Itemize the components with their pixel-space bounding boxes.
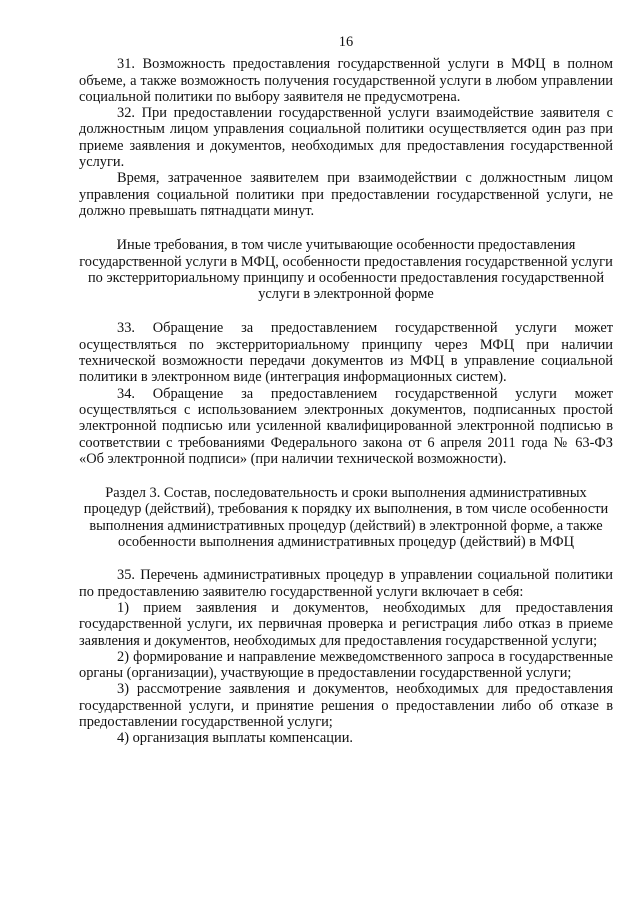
- list-item-1: 1) прием заявления и документов, необходимых для предоставления государственной услуги, их первичная проверка и регистрация либо отказ в приеме заявления и документов, необходимых для предоставления государственной услуги;: [79, 599, 613, 649]
- heading-other-requirements: Иные требования, в том числе учитывающие особенности предоставления государственной услуги в МФЦ, особенности предоставления государственной услуги по экстерриториальному принципу и особенности предоставления государственной услуги в электронной форме: [79, 237, 613, 303]
- document-page: [79, 34, 613, 747]
- page-number: 16: [338, 34, 354, 50]
- list-item-4: 4) организация выплаты компенсации.: [117, 730, 354, 747]
- paragraph-34: 34. Обращение за предоставлением государственной услуги может осуществляться с использованием электронных документов, подписанных простой электронной подписью или усиленной квалифицированной электронной подписью в соответствии с требованиями Федерального закона от 6 апреля 2011 года № 63-ФЗ «Об электронной подписи» (при наличии технической возможности).: [79, 385, 613, 467]
- paragraph-31: 31. Возможность предоставления государственной услуги в МФЦ в полном объеме, а также возможность получения государственной услуги в любом управлении социальной политики по выбору заявителя не предусмотрена.: [79, 56, 613, 105]
- paragraph-33: 33. Обращение за предоставлением государственной услуги может осуществляться по экстерриториальному принципу через МФЦ при наличии технической возможности передачи документов из МФЦ в управление социальной политики в электронном виде (интеграция информационных систем).: [79, 320, 613, 386]
- section-3-heading: Раздел 3. Состав, последовательность и сроки выполнения административных процедур (действий), требования к порядку их выполнения, в том числе особенности выполнения административных процедур (действий) в электронной форме, а также особенности выполнения административных процедур (действий) в МФЦ: [83, 485, 609, 551]
- list-item-3: 3) рассмотрение заявления и документов, необходимых для предоставления государственной услуги, и принятие решения о предоставлении либо об отказе в предоставлении государственной услуги;: [79, 681, 613, 730]
- list-item-2: 2) формирование и направление межведомственного запроса в государственные органы (организации), участвующие в предоставлении государственной услуги;: [79, 648, 613, 682]
- paragraph-35: 35. Перечень административных процедур в управлении социальной политики по предоставлению заявителю государственной услуги включает в себя:: [79, 567, 613, 600]
- paragraph-32-time-limit: Время, затраченное заявителем при взаимодействии с должностным лицом управления социальной политики при предоставлении государственной услуги, не должно превышать пятнадцати минут.: [79, 170, 613, 219]
- paragraph-32: 32. При предоставлении государственной услуги взаимодействие заявителя с должностным лицом управления социальной политики осуществляется один раз при приеме заявления и документов, необходимых для предоставления государственной услуги.: [79, 105, 613, 171]
